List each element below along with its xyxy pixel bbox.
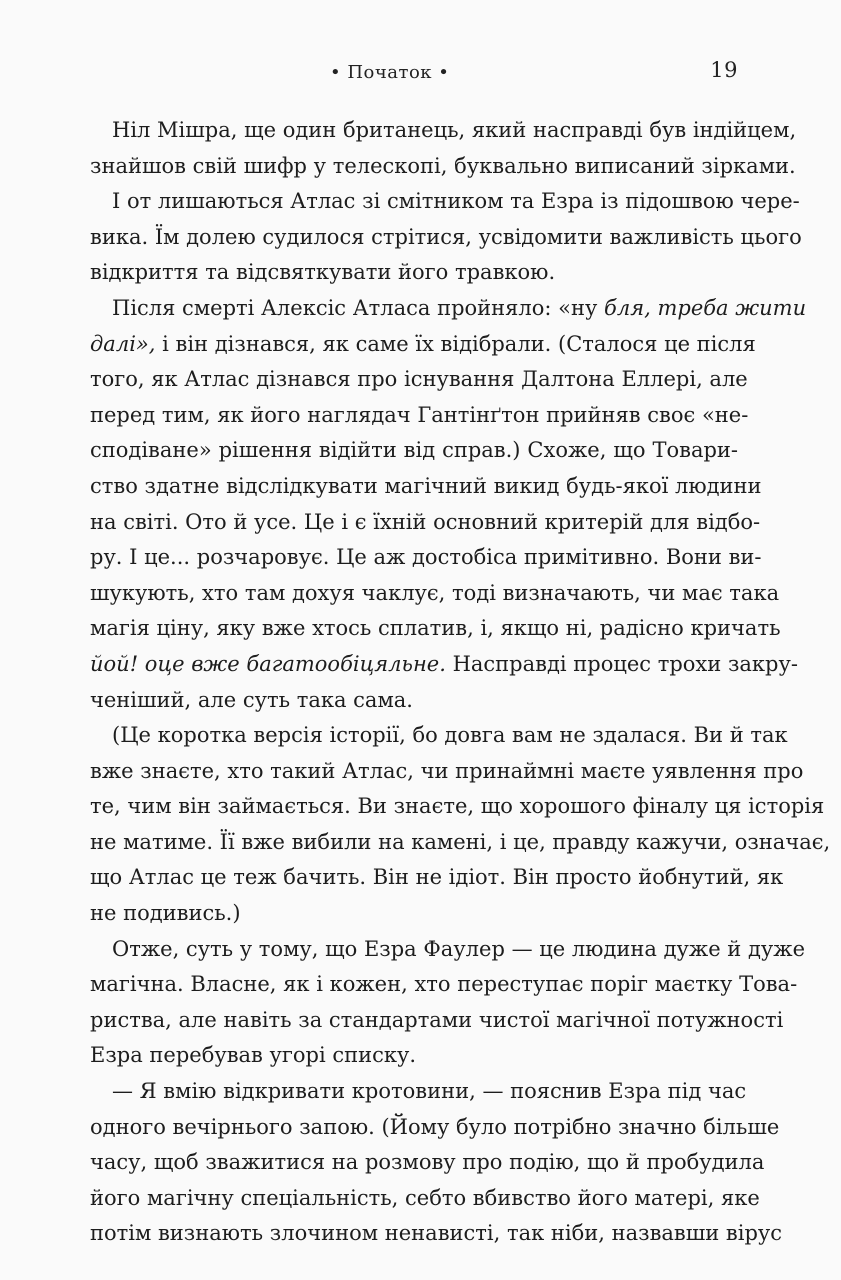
page-number: 19 xyxy=(710,58,738,82)
line-text: сподіване» рішення відійти від справ.) Схоже, що Товари- xyxy=(90,438,738,463)
line-text: ство здатне відслідкувати магічний викид будь-якої людини xyxy=(90,473,762,498)
line-text: і він дізнався, як саме їх відібрали. (Сталося це після xyxy=(155,331,756,356)
text-line xyxy=(90,220,802,256)
line-text: те, чим він займається. Ви знаєте, що хорошого фіналу ця історія xyxy=(90,794,825,819)
line-text: часу, щоб зважитися на розмову про подію, що й пробудила xyxy=(90,1150,765,1175)
text-line xyxy=(90,362,748,398)
line-text: не подивись.) xyxy=(90,901,241,926)
text-line xyxy=(90,255,738,291)
line-text: знайшов свій шифр у телескопі, буквально виписаний зірками. xyxy=(90,153,796,178)
line-text: магія ціну, яку вже хтось сплатив, і, якщо ні, радісно кричать xyxy=(90,616,781,641)
text-line xyxy=(90,1003,784,1039)
line-text: — Я вмію відкривати кротовини, — пояснив Езра під час xyxy=(112,1079,747,1104)
italic-text: йой! оце вже багатообіцяльне. xyxy=(90,651,446,676)
line-text: Після смерті Алексіс Атласа пройняло: «ну xyxy=(112,295,605,320)
line-text: магічна. Власне, як і кожен, хто переступає поріг маєтку Това- xyxy=(90,972,798,997)
text-line xyxy=(90,647,798,683)
italic-text: бля, треба жити xyxy=(604,295,807,320)
text-line xyxy=(90,754,804,790)
text-line xyxy=(90,149,796,185)
line-text: на світі. Ото й усе. Це і є їхній основний критерій для відбо- xyxy=(90,509,761,534)
chapter-title: • Початок • xyxy=(330,62,450,83)
line-text: одного вечірнього запою. (Йому було потрібно значно більше xyxy=(90,1114,780,1139)
line-text: того, як Атлас дізнався про існування Далтона Еллері, але xyxy=(90,367,748,392)
text-line xyxy=(90,1038,738,1074)
body-text xyxy=(90,113,831,1252)
text-line xyxy=(90,184,800,220)
text-line xyxy=(90,1074,747,1110)
text-line xyxy=(90,1216,783,1252)
line-text: Ніл Мішра, ще один британець, який насправді був індійцем, xyxy=(112,118,797,142)
line-text: Отже, суть у тому, що Езра Фаулер — це людина дуже й дуже xyxy=(112,936,805,961)
text-line xyxy=(90,291,807,327)
text-line xyxy=(90,398,749,434)
line-text: вика. Їм долею судилося стрітися, усвідомити важливість цього xyxy=(90,224,802,249)
text-line xyxy=(90,540,762,576)
text-line xyxy=(90,505,761,541)
text-line xyxy=(90,718,788,754)
text-line xyxy=(90,113,797,149)
text-line xyxy=(90,789,825,825)
running-head xyxy=(90,58,738,88)
line-text: І от лишаються Атлас зі смітником та Езра із підошвою чере- xyxy=(112,189,800,214)
line-text: (Це коротка версія історії, бо довга вам не здалася. Ви й так xyxy=(112,723,788,748)
text-line xyxy=(90,576,780,612)
line-text: відкриття та відсвяткувати його травкою. xyxy=(90,260,556,285)
line-text: Езра перебував угорі списку. xyxy=(90,1043,417,1068)
text-line xyxy=(90,1181,760,1217)
text-line xyxy=(90,469,762,505)
line-text: вже знаєте, хто такий Атлас, чи принаймні маєте уявлення про xyxy=(90,758,804,783)
line-text: не матиме. Її вже вибили на камені, і це, правду кажучи, означає, xyxy=(90,829,831,854)
text-line xyxy=(90,825,831,861)
line-text: ченіший, але суть така сама. xyxy=(90,687,413,712)
line-text: потім визнають злочином ненависті, так ніби, назвавши вірус xyxy=(90,1221,783,1246)
text-line xyxy=(90,327,756,363)
text-line xyxy=(90,433,738,469)
line-text: риства, але навіть за стандартами чистої магічної потужності xyxy=(90,1007,784,1032)
line-text: що Атлас це теж бачить. Він не ідіот. Він просто йобнутий, як xyxy=(90,865,784,890)
text-line xyxy=(90,683,738,719)
text-line xyxy=(90,1110,780,1146)
text-line xyxy=(90,611,781,647)
line-text: шукують, хто там дохуя чаклує, тоді визначають, чи має така xyxy=(90,580,780,605)
line-text: його магічну спеціальність, себто вбивство його матері, яке xyxy=(90,1185,760,1210)
text-line xyxy=(90,896,738,932)
text-line xyxy=(90,932,805,968)
line-text: перед тим, як його наглядач Гантінґтон прийняв своє «не- xyxy=(90,402,749,427)
italic-text: далі», xyxy=(90,331,156,356)
line-text: ру. І це... розчаровує. Це аж достобіса примітивно. Вони ви- xyxy=(90,545,762,570)
text-line xyxy=(90,1145,765,1181)
text-line xyxy=(90,967,798,1003)
text-line xyxy=(90,860,784,896)
line-text: Насправді процес трохи закру- xyxy=(445,651,798,676)
